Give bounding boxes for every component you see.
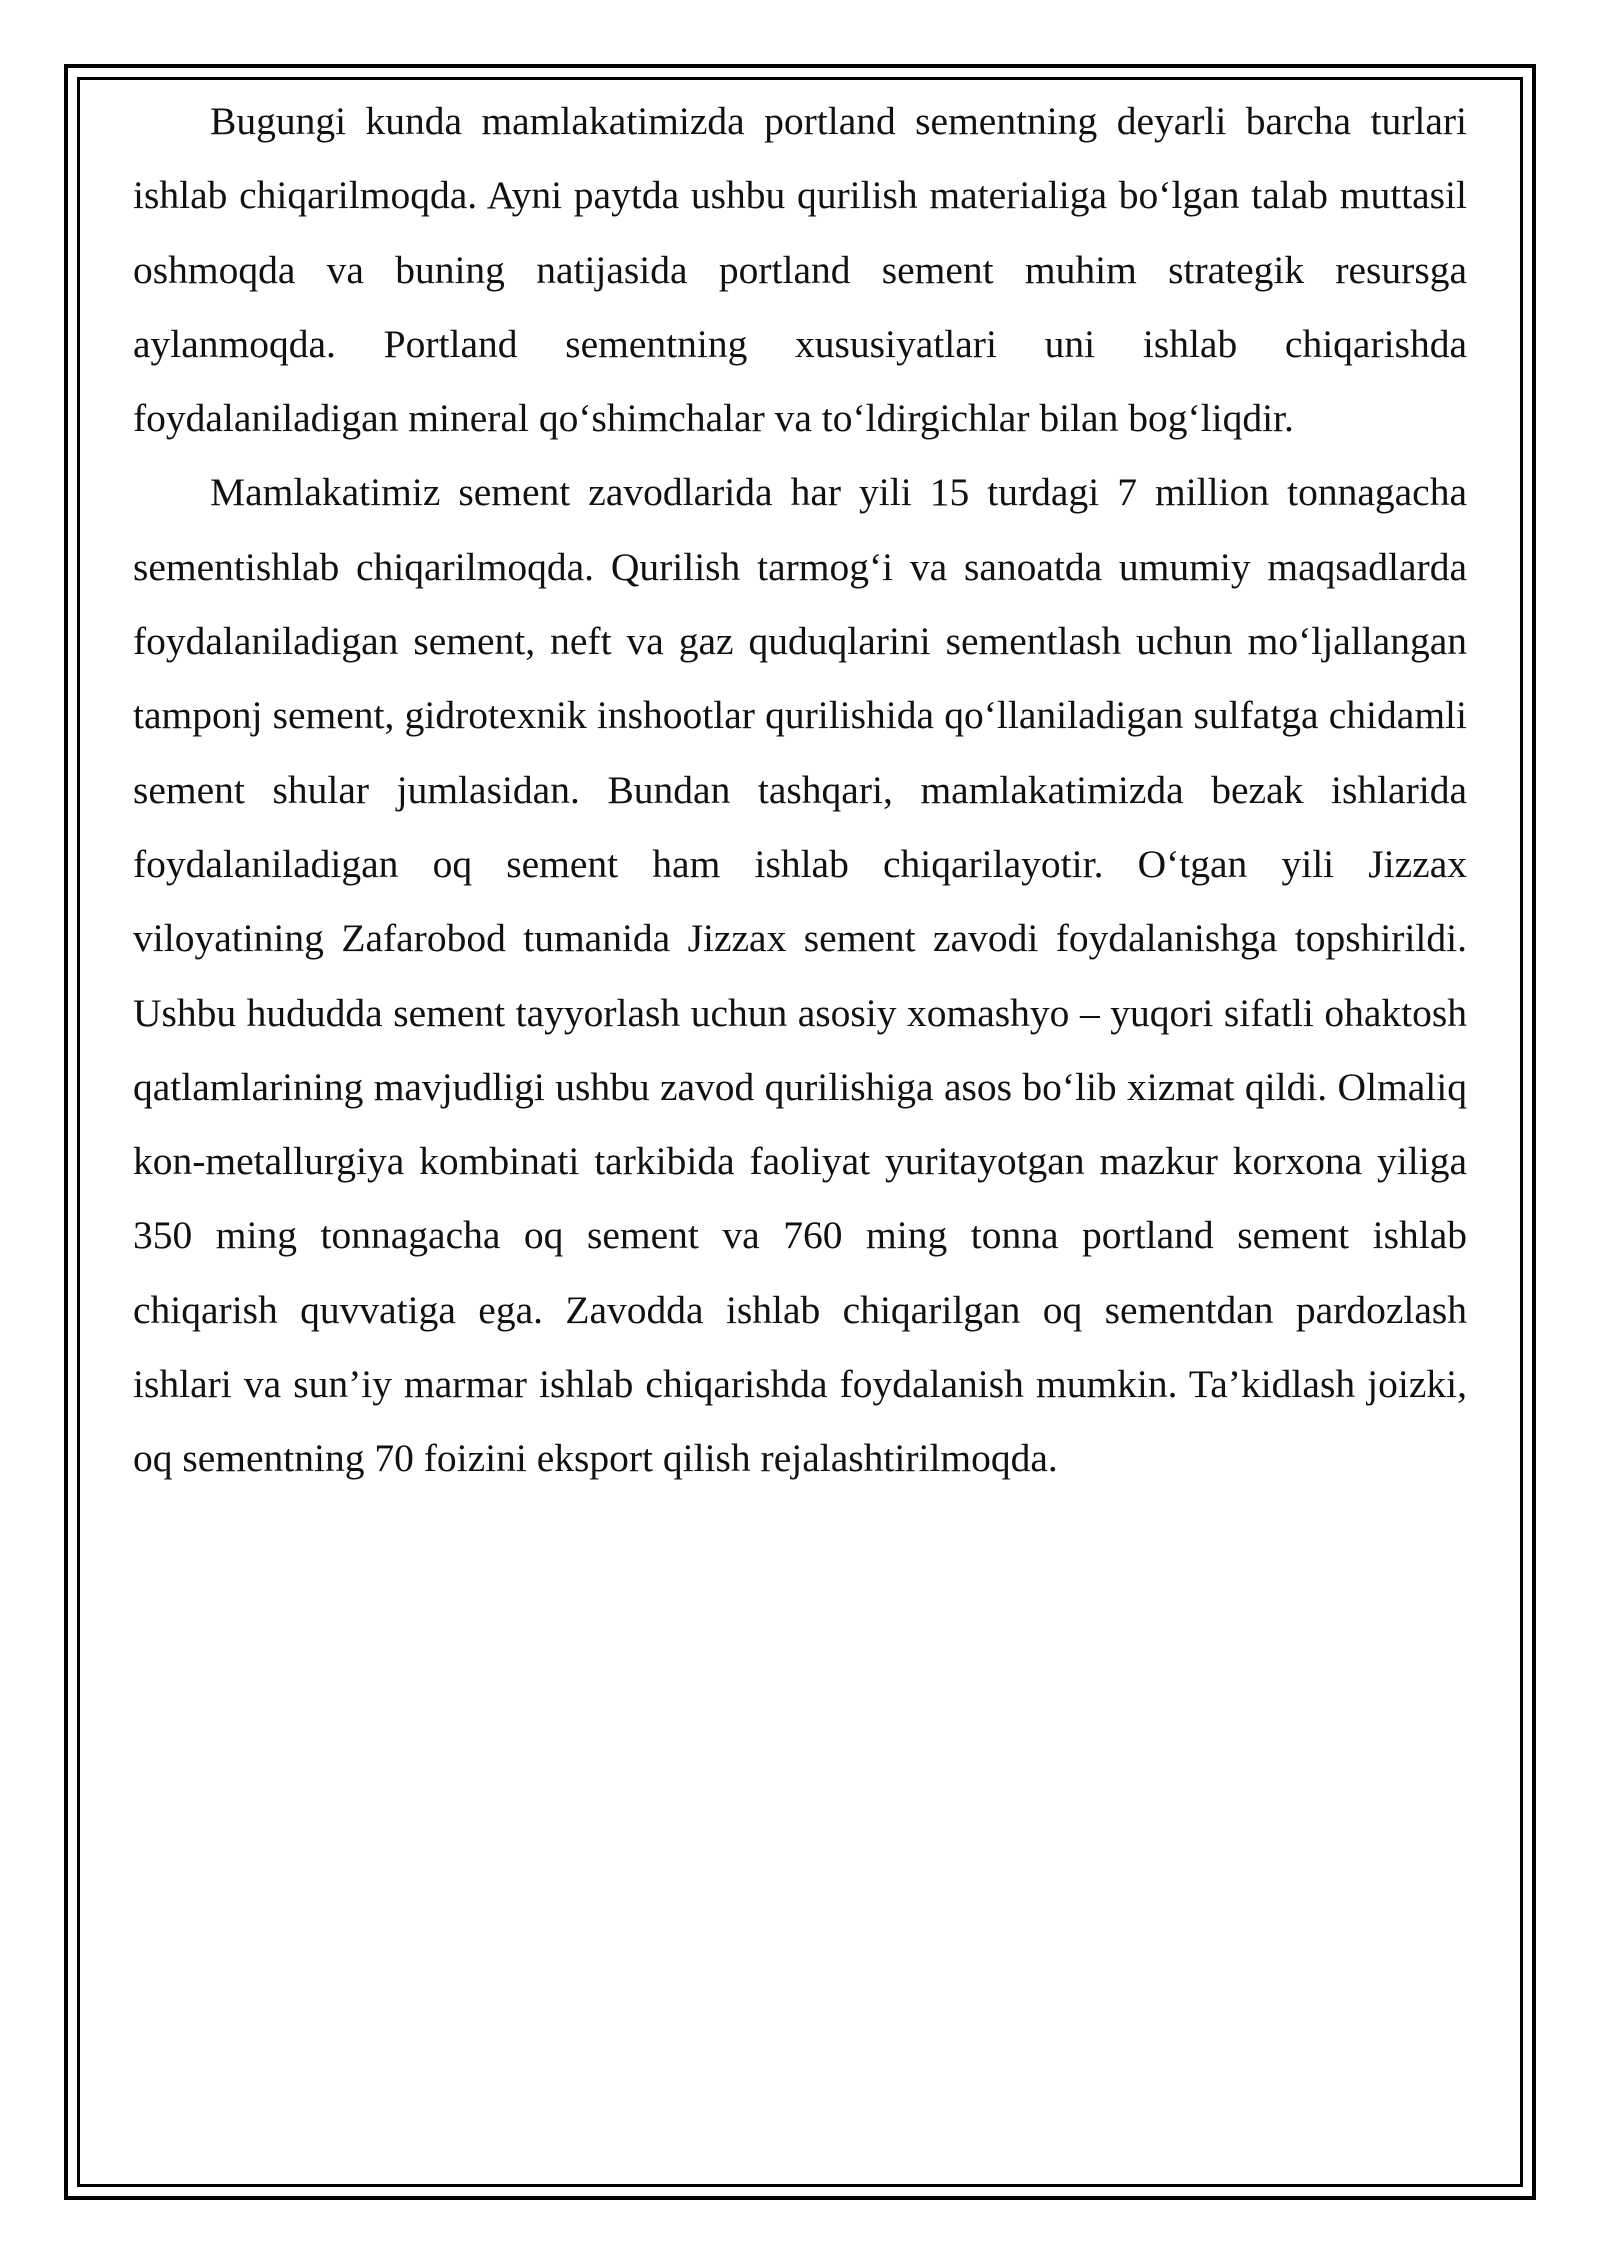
paragraph-cement-plants: Mamlakatimiz sement zavodlarida har yili 15 turdagi 7 million tonnagacha sementishlab chiqarilmoqda. Qurilish tarmog‘i va sanoatda umumiy maqsadlarda foydalaniladigan sement, neft va gaz quduqlarini sementlash uchun mo‘ljallangan tamponj sement, gidrotexnik inshootlar qurilishida qo‘llaniladigan sulfatga chidamli sement shular jumlasidan. Bundan tashqari, mamlakatimizda bezak ishlarida foydalaniladigan oq sement ham ishlab chiqarilayotir. O‘tgan yili Jizzax viloyatining Zafarobod tumanida Jizzax sement zavodi foydalanishga topshirildi. Ushbu hududda sement tayyorlash uchun asosiy xomashyo – yuqori sifatli ohaktosh qatlamlarining mavjudligi ushbu zavod qurilishiga asos bo‘lib xizmat qildi. Olmaliq kon-metallurgiya kombinati tarkibida faoliyat yuritayotgan mazkur korxona yiliga 350 ming tonnagacha oq sement va 760 ming tonna portland sement ishlab chiqarish quvvatiga ega. Zavodda ishlab chiqarilgan oq sementdan pardozlash ishlari va sun’iy marmar ishlab chiqarishda foydalanish mumkin. Ta’kidlash joizki, oq sementning 70 foizini eksport qilish rejalashtirilmoqda. — [133, 470, 1467, 1481]
paragraph-portland-cement-intro: Bugungi kunda mamlakatimizda portland sementning deyarli barcha turlari ishlab chiqarilmoqda. Ayni paytda ushbu qurilish materialiga bo‘lgan talab muttasil oshmoqda va buning natijasida portland sement muhim strategik resursga aylanmoqda. Portland sementning xususiyatlari uni ishlab chiqarishda foydalaniladigan mineral qo‘shimchalar va to‘ldirgichlar bilan bog‘liqdir. — [133, 99, 1467, 441]
document-body — [133, 84, 1467, 1496]
